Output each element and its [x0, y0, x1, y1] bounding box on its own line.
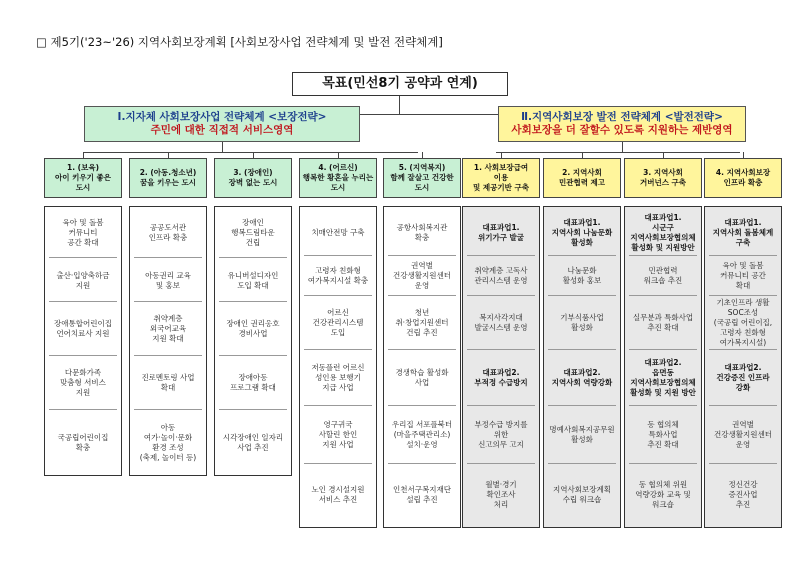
item-separator — [388, 463, 456, 464]
program-item: 노인 경시설지원 서비스 추진 — [311, 485, 365, 504]
column-header-3 — [214, 158, 292, 198]
program-item: 부정수급 방지를 위한 신고의무 고지 — [474, 420, 528, 449]
item-separator — [548, 405, 616, 406]
program-item: 취약계층 외국어교육 지원 확대 — [149, 314, 187, 343]
item-separator — [467, 463, 535, 464]
strategy1-connector — [222, 142, 223, 152]
column-header-label: 1. (보육) 아이 키우기 좋은 도시 — [55, 163, 111, 192]
column-body-3 — [214, 206, 292, 476]
program-item: 명예사회복지공무원 활성화 — [549, 425, 615, 444]
program-item: 저동플런 어르신 성인용 보행기 지급 사업 — [311, 363, 365, 392]
strategy-development — [498, 106, 746, 142]
program-item: 우리집 서포플북터 (마을주택관리소) 설치·운영 — [391, 420, 453, 449]
item-separator — [709, 405, 777, 406]
program-item: 나눔문화 활성화 홍보 — [562, 266, 602, 285]
program-item: 기초인프라 생활 SOC조성 (국공립 어린이집, 고령자 친화형 여가복지시설) — [713, 298, 773, 347]
program-item: 장애인 행복드림타운 건립 — [231, 218, 275, 247]
program-item: 치매안전망 구축 — [311, 228, 365, 237]
program-item: 공항사회복지관 확충 — [396, 223, 448, 242]
column-header-4 — [299, 158, 377, 198]
key-task: 대표과업1. 시군구 지역사회보장협의체 활성화 및 지원방안 — [630, 213, 696, 252]
column-body-5 — [383, 206, 461, 528]
item-separator — [49, 409, 117, 410]
program-item: 권역별 건강생활지원센터 운영 — [714, 420, 772, 449]
item-separator — [629, 255, 697, 256]
column-body-9 — [704, 206, 782, 528]
item-separator — [134, 355, 202, 356]
column-header-label: 2. (아동.청소년) 꿈을 키우는 도시 — [139, 168, 197, 187]
program-item: 경생학습 활성화 사업 — [395, 368, 449, 387]
program-item: 장애통합어린이집 언어치료사 지원 — [54, 319, 112, 338]
program-item: 인천서구복지재단 설립 추진 — [393, 485, 451, 504]
item-separator — [388, 405, 456, 406]
item-separator — [467, 255, 535, 256]
program-item: 공공도서관 인프라 확충 — [148, 223, 188, 242]
column-header-label: 4. 지역사회보장 인프라 확충 — [715, 168, 771, 187]
key-task: 대표과업2. 읍면동 지역사회보장협의체 활성화 및 지원 방안 — [630, 358, 696, 397]
program-item: 실무분과 특화사업 추진 확대 — [632, 313, 694, 332]
program-item: 지역사회보장계획 수립 워크숍 — [553, 485, 611, 504]
item-separator — [548, 349, 616, 350]
column-header-label: 4. (어르신) 행복한 황혼을 누리는 도시 — [302, 163, 374, 192]
program-item: 아동권리 교육 및 홍보 — [145, 271, 191, 290]
column-header-1 — [44, 158, 122, 198]
item-separator — [134, 409, 202, 410]
program-item: 진로멘토링 사업 확대 — [141, 373, 195, 392]
item-separator — [304, 405, 372, 406]
program-item: 장애아동 프로그램 확대 — [230, 373, 276, 392]
item-separator — [388, 349, 456, 350]
program-item: 영구귀국 사할린 한인 지원 사업 — [318, 420, 358, 449]
program-item: 고령자 친화형 여가복지시설 확충 — [307, 266, 369, 285]
key-task: 대표과업2. 지역사회 역량강화 — [551, 368, 613, 387]
column-header-6 — [462, 158, 540, 198]
column-body-4 — [299, 206, 377, 528]
strategy2-connector — [622, 142, 623, 152]
strategy-title: Ⅱ.지역사회보장 발전 전략체계 <발전전략> — [521, 111, 723, 123]
item-separator — [388, 255, 456, 256]
program-item: 취약계층 고독사 관리시스템 운영 — [474, 266, 528, 285]
strategy-subtitle: 사회보장을 더 잘할수 있도록 지원하는 제반영역 — [511, 124, 733, 136]
item-separator — [219, 409, 287, 410]
item-separator — [709, 255, 777, 256]
program-item: 정신건강 증진사업 추진 — [728, 480, 758, 509]
item-separator — [219, 301, 287, 302]
program-item: 국공립어린이집 확충 — [57, 433, 109, 452]
item-separator — [629, 349, 697, 350]
key-task: 대표과업2. 건강증진 인프라 강화 — [716, 363, 770, 392]
item-separator — [548, 295, 616, 296]
program-item: 육아 및 돌봄 커뮤니티 공간 확대 — [62, 218, 104, 247]
program-item: 민관협력 워크숍 추진 — [643, 266, 683, 285]
program-item: 유니버설디자인 도입 확대 — [227, 271, 279, 290]
program-item: 동 협의체 위원 역량강화 교육 및 워크숍 — [635, 480, 691, 509]
item-separator — [467, 405, 535, 406]
column-body-8 — [624, 206, 702, 528]
program-item: 육아 및 돌봄 커뮤니티 공간 확대 — [720, 261, 766, 290]
column-header-8 — [624, 158, 702, 198]
item-separator — [304, 349, 372, 350]
program-item: 아동 여가·놀이·문화 환경 조성 (축제, 놀이터 등) — [139, 423, 197, 462]
item-separator — [304, 295, 372, 296]
program-item: 출산·입양축하금 지원 — [56, 271, 110, 290]
column-body-7 — [543, 206, 621, 528]
column-header-5 — [383, 158, 461, 198]
goal-connector — [399, 96, 400, 114]
strategy-protection — [84, 106, 360, 142]
strategy-subtitle: 주민에 대한 직접적 서비스영역 — [150, 124, 294, 136]
program-item: 장애인 권리옹호 경비사업 — [226, 319, 280, 338]
program-item: 복지사각지대 발굴시스템 운영 — [474, 313, 528, 332]
item-separator — [467, 295, 535, 296]
item-separator — [709, 463, 777, 464]
item-separator — [49, 355, 117, 356]
program-item: 청년 취·창업지원센터 건립 추진 — [395, 308, 449, 337]
column-header-label: 3. 지역사회 거버넌스 구축 — [639, 168, 687, 187]
item-separator — [388, 295, 456, 296]
item-separator — [629, 405, 697, 406]
column-body-2 — [129, 206, 207, 476]
goal-box: 목표(민선8기 공약과 연계) — [292, 72, 508, 96]
program-item: 어르신 건강관리시스템 도입 — [312, 308, 364, 337]
column-header-label: 2. 지역사회 민관협력 제고 — [558, 168, 606, 187]
item-separator — [49, 301, 117, 302]
program-item: 기부식품사업 활성화 — [560, 313, 604, 332]
column-header-label: 3. (장애인) 장벽 없는 도시 — [228, 168, 278, 187]
key-task: 대표과업1. 위기가구 발굴 — [477, 223, 525, 242]
item-separator — [49, 257, 117, 258]
item-separator — [629, 463, 697, 464]
key-task: 대표과업2. 부적정 수급방지 — [474, 368, 528, 387]
program-item: 시각장애인 일자리 사업 추진 — [222, 433, 284, 452]
column-header-2 — [129, 158, 207, 198]
item-separator — [304, 463, 372, 464]
item-separator — [304, 255, 372, 256]
item-separator — [219, 355, 287, 356]
strategy-title: Ⅰ.지자체 사회보장사업 전략체계 <보장전략> — [117, 111, 327, 123]
item-separator — [548, 463, 616, 464]
item-separator — [629, 295, 697, 296]
column-body-1 — [44, 206, 122, 476]
program-item: 동 협의체 특화사업 추진 확대 — [647, 420, 679, 449]
item-separator — [709, 295, 777, 296]
column-header-label: 1. 사회보장급여 이용 및 제공기반 구축 — [473, 163, 529, 192]
strategy2-branch — [496, 152, 740, 153]
page-title: □ 제5기('23~'26) 지역사회보장계획 [사회보장사업 전략체계 및 발전 전략체계] — [36, 35, 443, 49]
column-header-9 — [704, 158, 782, 198]
key-task: 대표과업1. 지역사회 돌봄체계 구축 — [712, 218, 774, 247]
item-separator — [134, 301, 202, 302]
program-item: 다문화가족 맞춤형 서비스 지원 — [60, 368, 106, 397]
program-item: 월별·경기 확인조사 처리 — [485, 480, 517, 509]
item-separator — [134, 257, 202, 258]
column-body-6 — [462, 206, 540, 528]
column-header-label: 5. (지역복지) 함께 잘살고 건강한 도시 — [390, 163, 454, 192]
item-separator — [219, 257, 287, 258]
column-header-7 — [543, 158, 621, 198]
key-task: 대표과업1. 지역사회 나눔문화 활성화 — [551, 218, 613, 247]
item-separator — [548, 255, 616, 256]
strategy-connector — [360, 114, 498, 115]
strategy1-branch — [84, 152, 418, 153]
program-item: 권역별 건강생활지원센터 운영 — [393, 261, 451, 290]
item-separator — [467, 349, 535, 350]
item-separator — [709, 349, 777, 350]
